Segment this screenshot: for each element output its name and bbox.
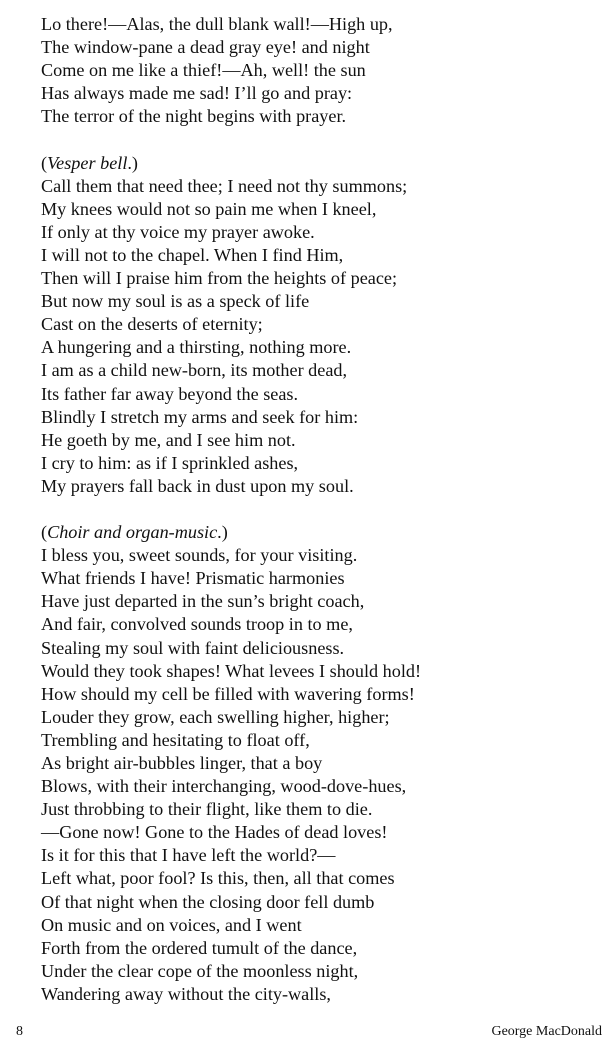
- poem-line: My knees would not so pain me when I kneel,: [41, 198, 377, 219]
- poem-line: He goeth by me, and I see him not.: [41, 429, 296, 450]
- poem-line: Then will I praise him from the heights of peace;: [41, 268, 398, 289]
- poem-line: Stealing my soul with faint deliciousness.: [41, 637, 345, 658]
- poem-line: How should my cell be filled with wavering forms!: [41, 683, 415, 704]
- poem-line: Lo there!—Alas, the dull blank wall!—High up,: [41, 14, 393, 34]
- poem-line: On music and on voices, and I went: [41, 914, 302, 935]
- poem-line: And fair, convolved sounds troop in to me,: [41, 614, 353, 635]
- poem-line: I will not to the chapel. When I find Him,: [41, 244, 344, 265]
- poem-line: Would they took shapes! What levees I should hold!: [41, 660, 422, 681]
- poem-line: Have just departed in the sun’s bright coach,: [41, 591, 365, 612]
- poem-line: Its father far away beyond the seas.: [41, 383, 299, 404]
- stage-direction-choir: [41, 521, 601, 544]
- poem-line: Come on me like a thief!—Ah, well! the sun: [41, 60, 366, 81]
- poem-line: Louder they grow, each swelling higher, higher;: [41, 706, 390, 727]
- poem-line: I cry to him: as if I sprinkled ashes,: [41, 452, 299, 473]
- poem-line: What friends I have! Prismatic harmonies: [41, 568, 345, 589]
- poem-line: Of that night when the closing door fell dumb: [41, 891, 375, 912]
- poem-line: —Gone now! Gone to the Hades of dead loves!: [41, 822, 388, 843]
- stanza-1: [41, 13, 601, 128]
- poem-line: Is it for this that I have left the world?—: [41, 845, 336, 866]
- page-number: 8: [16, 1024, 23, 1039]
- poem-line: Cast on the deserts of eternity;: [41, 314, 263, 335]
- page-footer: [16, 1023, 602, 1041]
- poem-line: Call them that need thee; I need not thy summons;: [41, 175, 408, 196]
- poem-line: Has always made me sad! I’ll go and pray:: [41, 83, 353, 104]
- poem-line: I am as a child new-born, its mother dead,: [41, 360, 348, 381]
- stage-direction-text: Choir and organ-music: [47, 522, 218, 543]
- poem-line: But now my soul is as a speck of life: [41, 291, 310, 312]
- poem-line: If only at thy voice my prayer awoke.: [41, 221, 315, 242]
- poem-line: Trembling and hesitating to float off,: [41, 729, 310, 750]
- stanza-3: [41, 544, 601, 1006]
- poem-line: The window-pane a dead gray eye! and night: [41, 37, 370, 58]
- poem-line: Just throbbing to their flight, like them to die.: [41, 799, 373, 820]
- paren-close: .): [217, 522, 228, 543]
- poem-line: My prayers fall back in dust upon my soul.: [41, 475, 354, 496]
- stanza-gap: [41, 128, 601, 151]
- poem-line: A hungering and a thirsting, nothing more.: [41, 337, 352, 358]
- stanza-gap: [41, 498, 601, 521]
- running-footer-author: George MacDonald: [491, 1024, 602, 1039]
- poem-line: Blows, with their interchanging, wood-dove-hues,: [41, 776, 407, 797]
- poem-line: Left what, poor fool? Is this, then, all that comes: [41, 868, 395, 889]
- paren-open: (: [41, 522, 48, 543]
- poem-line: Forth from the ordered tumult of the dance,: [41, 937, 358, 958]
- stage-direction-vesper: [41, 152, 601, 175]
- stanza-2: [41, 175, 601, 498]
- paren-open: (: [41, 152, 48, 173]
- poem-line: Blindly I stretch my arms and seek for him:: [41, 406, 359, 427]
- stage-direction-text: Vesper bell: [47, 152, 128, 173]
- paren-close: .): [127, 152, 138, 173]
- poem-line: I bless you, sweet sounds, for your visiting.: [41, 545, 358, 566]
- poem-body: [41, 13, 601, 1006]
- poem-line: Wandering away without the city-walls,: [41, 983, 331, 1004]
- poem-line: As bright air-bubbles linger, that a boy: [41, 753, 323, 773]
- poem-line: The terror of the night begins with prayer.: [41, 106, 347, 127]
- poem-line: Under the clear cope of the moonless night,: [41, 960, 359, 981]
